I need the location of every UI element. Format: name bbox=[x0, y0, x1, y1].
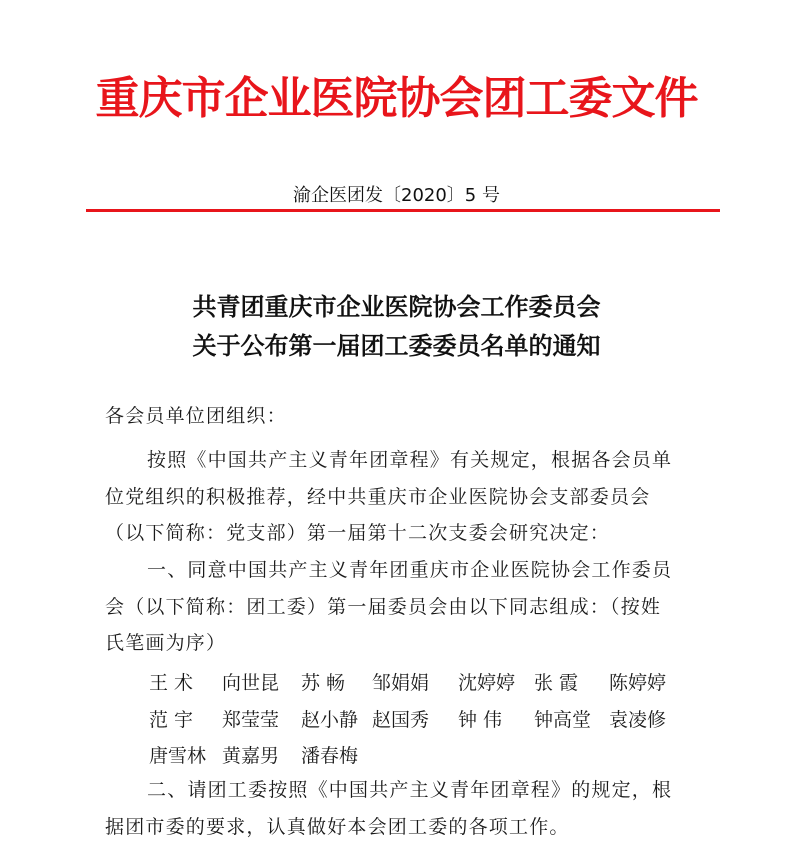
member-name: 黄嘉男 bbox=[222, 745, 280, 767]
salutation: 各会员单位团组织： bbox=[105, 405, 287, 427]
notice-title-line-1: 共青团重庆市企业医院协会工作委员会 bbox=[192, 292, 601, 321]
paragraph-2-line-3: 氏笔画为序） bbox=[105, 632, 227, 654]
paragraph-1-line-1: 按照《中国共产主义青年团章程》有关规定，根据各会员单 bbox=[147, 449, 673, 471]
paragraph-1-line-3: （以下简称：党支部）第一届第十二次支委会研究决定： bbox=[105, 522, 611, 544]
paragraph-3-line-1: 二、请团工委按照《中国共产主义青年团章程》的规定，根 bbox=[147, 779, 673, 801]
member-name: 赵国秀 bbox=[372, 709, 430, 731]
notice-title-line-2: 关于公布第一届团工委委员名单的通知 bbox=[192, 331, 601, 360]
member-name: 郑莹莹 bbox=[222, 709, 280, 731]
member-name: 张 霞 bbox=[534, 672, 579, 694]
red-divider-line bbox=[86, 209, 720, 212]
member-name: 沈婷婷 bbox=[458, 672, 516, 694]
document-header-title: 重庆市企业医院协会团工委文件 bbox=[95, 73, 698, 124]
paragraph-1-line-2: 位党组织的积极推荐，经中共重庆市企业医院协会支部委员会 bbox=[105, 486, 651, 508]
member-name: 钟 伟 bbox=[458, 709, 503, 731]
member-name: 陈婷婷 bbox=[609, 672, 667, 694]
member-name: 范 宇 bbox=[149, 709, 194, 731]
member-name: 王 术 bbox=[149, 672, 194, 694]
member-name: 赵小静 bbox=[301, 709, 359, 731]
document-number: 渝企医团发〔2020〕5 号 bbox=[293, 185, 500, 206]
paragraph-2-line-1: 一、同意中国共产主义青年团重庆市企业医院协会工作委员 bbox=[147, 559, 673, 581]
member-name: 邹娟娟 bbox=[372, 672, 430, 694]
member-name: 潘春梅 bbox=[301, 745, 359, 767]
member-name: 苏 畅 bbox=[301, 672, 346, 694]
paragraph-2-line-2: 会（以下简称：团工委）第一届委员会由以下同志组成：（按姓 bbox=[105, 596, 662, 618]
member-name: 钟高堂 bbox=[534, 709, 592, 731]
member-name: 唐雪林 bbox=[149, 745, 207, 767]
member-name: 向世昆 bbox=[222, 672, 280, 694]
paragraph-3-line-2: 据团市委的要求，认真做好本会团工委的各项工作。 bbox=[105, 816, 570, 838]
member-name: 袁凌修 bbox=[609, 709, 667, 731]
